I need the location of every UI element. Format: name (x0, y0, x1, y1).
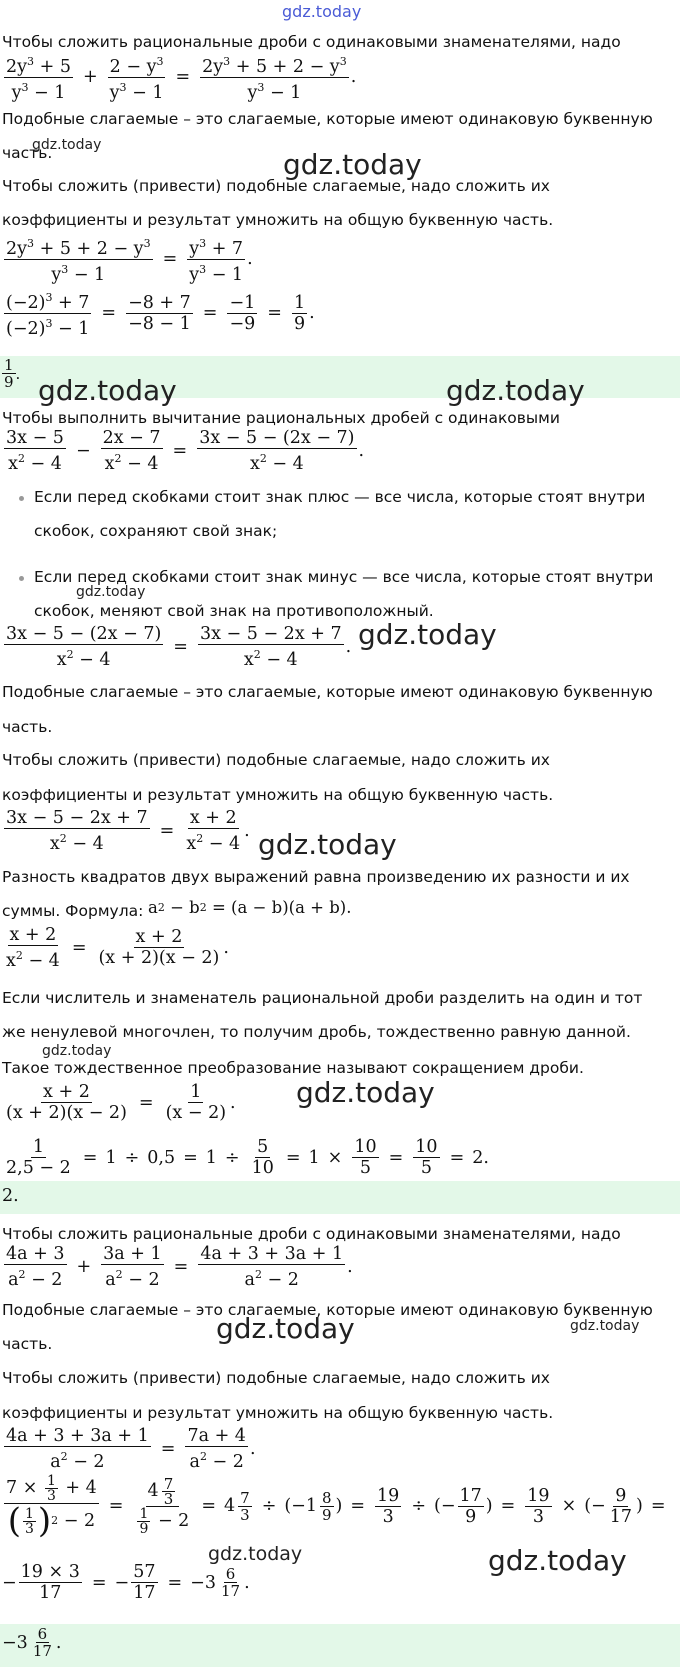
answer-3: − 3 $\frac{6}{17}$ . (2, 1625, 62, 1660)
formula-5: $\frac{3x - 5 - (2x - 7)}{x^2 - 4}$ = $\frac{3x - 5 - 2x + 7}{x^2 - 4}$ . (6, 624, 352, 670)
answer-band-3 (0, 1624, 680, 1667)
formula-9: $\frac{1}{2,5 - 2}$ = 1 ÷ 0,5 = 1 ÷ $\frac{5}{10}$ = 1 × $\frac{10}{5}$ = $\frac{10}{5}$ = 2. (6, 1137, 489, 1178)
answer-band-2 (0, 1181, 680, 1214)
like-terms-definition: Подобные слагаемые – это слагаемые, которые имеют одинаковую буквенную (2, 110, 653, 128)
watermark: gdz.today (358, 618, 497, 651)
like-terms-definition-cont: часть. (2, 144, 53, 162)
formula-13: − $\frac{19 \times 3}{17}$ = − $\frac{57}{17}$ = − 3 $\frac{6}{17}$ . (2, 1562, 250, 1603)
like-terms-definition: Подобные слагаемые – это слагаемые, которые имеют одинаковую буквенную (2, 1301, 653, 1319)
like-terms-definition-cont: часть. (2, 718, 53, 736)
answer-2: 2. (2, 1186, 19, 1206)
site-header-link[interactable]: gdz.today (282, 2, 362, 21)
watermark: gdz.today (570, 1318, 640, 1334)
rule-same-denominators: Чтобы сложить рациональные дроби с одинаковыми знаменателями, надо (2, 1225, 621, 1243)
watermark: gdz.today (38, 374, 177, 407)
like-terms-addition: Чтобы сложить (привести) подобные слагаемые, надо сложить их (2, 751, 550, 769)
watermark: gdz.today (488, 1544, 627, 1577)
difference-of-squares-formula-label: суммы. Формула: (2, 902, 144, 920)
difference-of-squares-formula: a 2 − b 2 = (a − b)(a + b). (148, 898, 352, 917)
watermark: gdz.today (258, 828, 397, 861)
bullet-plus-sign-cont: скобок, сохраняют свой знак; (34, 522, 278, 540)
formula-4: $\frac{3x - 5}{x^2 - 4}$ − $\frac{2x - 7}{x^2 - 4}$ = $\frac{3x - 5 - (2x - 7)}{x^2 - 4}$ . (6, 428, 365, 474)
formula-2: $\frac{2y^3 + 5 + 2 - y^3}{y^3 - 1}$ = $\frac{y^3 + 7}{y^3 - 1}$ . (2, 234, 253, 285)
formula-11: $\frac{4a + 3 + 3a + 1}{a^2 - 2}$ = $\frac{7a + 4}{a^2 - 2}$ . (6, 1426, 256, 1472)
formula-6: $\frac{3x - 5 - 2x + 7}{x^2 - 4}$ = $\frac{x + 2}{x^2 - 4}$ . (6, 808, 250, 854)
like-terms-addition-cont: коэффициенты и результат умножить на общую буквенную часть. (2, 786, 554, 804)
like-terms-addition-cont: коэффициенты и результат умножить на общую буквенную часть. (2, 1404, 554, 1422)
reduce-fraction-rule-cont: же ненулевой многочлен, то получим дробь, тождественно равную данной. (2, 1023, 631, 1041)
bullet-minus-sign: Если перед скобками стоит знак минус — все числа, которые стоят внутри (34, 568, 654, 586)
watermark: gdz.today (32, 137, 102, 153)
formula-12: 7 × $\frac{1}{3}$ + 4 ( $\frac{1}{3}$ ) 2 − 2 = 4 $\frac{7}{3}$ $\frac{1}{9}$ − 2 = 4 $\frac{7}{3}$ ÷ (− 1 $\frac{8}{9}$ ) = $\frac{19}{3}$ ÷ (− $\frac{17}{9}$ ) = $\frac{19}{3}$ × (− $\frac{9}{17}$ ) = (6, 1473, 666, 1541)
watermark: gdz.today (42, 1043, 112, 1059)
bullet-dot (19, 576, 24, 581)
difference-of-squares-rule: Разность квадратов двух выражений равна произведению их разности и их (2, 868, 630, 886)
rule-same-denominators: Чтобы сложить рациональные дроби с одинаковыми знаменателями, надо (2, 33, 621, 51)
bullet-minus-sign-cont: скобок, меняют свой знак на противоположный. (34, 602, 434, 620)
like-terms-definition: Подобные слагаемые – это слагаемые, которые имеют одинаковую буквенную (2, 683, 653, 701)
like-terms-addition: Чтобы сложить (привести) подобные слагаемые, надо сложить их (2, 177, 550, 195)
like-terms-addition: Чтобы сложить (привести) подобные слагаемые, надо сложить их (2, 1369, 550, 1387)
rule-subtraction: Чтобы выполнить вычитание рациональных дробей с одинаковыми (2, 409, 560, 427)
answer-1: $\frac{1}{9}$ . (4, 356, 21, 391)
reduce-fraction-name: Такое тождественное преобразование называют сокращением дроби. (2, 1059, 584, 1077)
formula-3: $\frac{(-2)^3 + 7}{(-2)^3 - 1}$ = $\frac{-8 + 7}{-8 - 1}$ = $\frac{-1}{-9}$ = $\frac{1}{9}$ . (2, 288, 315, 339)
watermark: gdz.today (216, 1312, 355, 1345)
formula-10: $\frac{4a + 3}{a^2 - 2}$ + $\frac{3a + 1}{a^2 - 2}$ = $\frac{4a + 3 + 3a + 1}{a^2 - 2}$ . (6, 1244, 353, 1290)
formula-8: $\frac{x + 2}{(x + 2)(x - 2)}$ = $\frac{1}{(x - 2)}$ . (6, 1082, 236, 1123)
watermark: gdz.today (208, 1543, 303, 1565)
like-terms-addition-cont: коэффициенты и результат умножить на общую буквенную часть. (2, 211, 554, 229)
watermark: gdz.today (296, 1076, 435, 1109)
watermark: gdz.today (283, 148, 422, 181)
like-terms-definition-cont: часть. (2, 1335, 53, 1353)
formula-1: $\frac{2y^3 + 5}{y^3 - 1}$ + $\frac{2 - y^3}{y^3 - 1}$ = $\frac{2y^3 + 5 + 2 - y^3}{y^3 - 1}$ . (2, 52, 356, 103)
reduce-fraction-rule: Если числитель и знаменатель рациональной дроби разделить на один и тот (2, 989, 643, 1007)
bullet-plus-sign: Если перед скобками стоит знак плюс — все числа, которые стоят внутри (34, 488, 646, 506)
watermark: gdz.today (76, 584, 146, 600)
watermark: gdz.today (446, 374, 585, 407)
bullet-dot (19, 496, 24, 501)
formula-7: $\frac{x + 2}{x^2 - 4}$ = $\frac{x + 2}{(x + 2)(x - 2)}$ . (6, 925, 229, 971)
